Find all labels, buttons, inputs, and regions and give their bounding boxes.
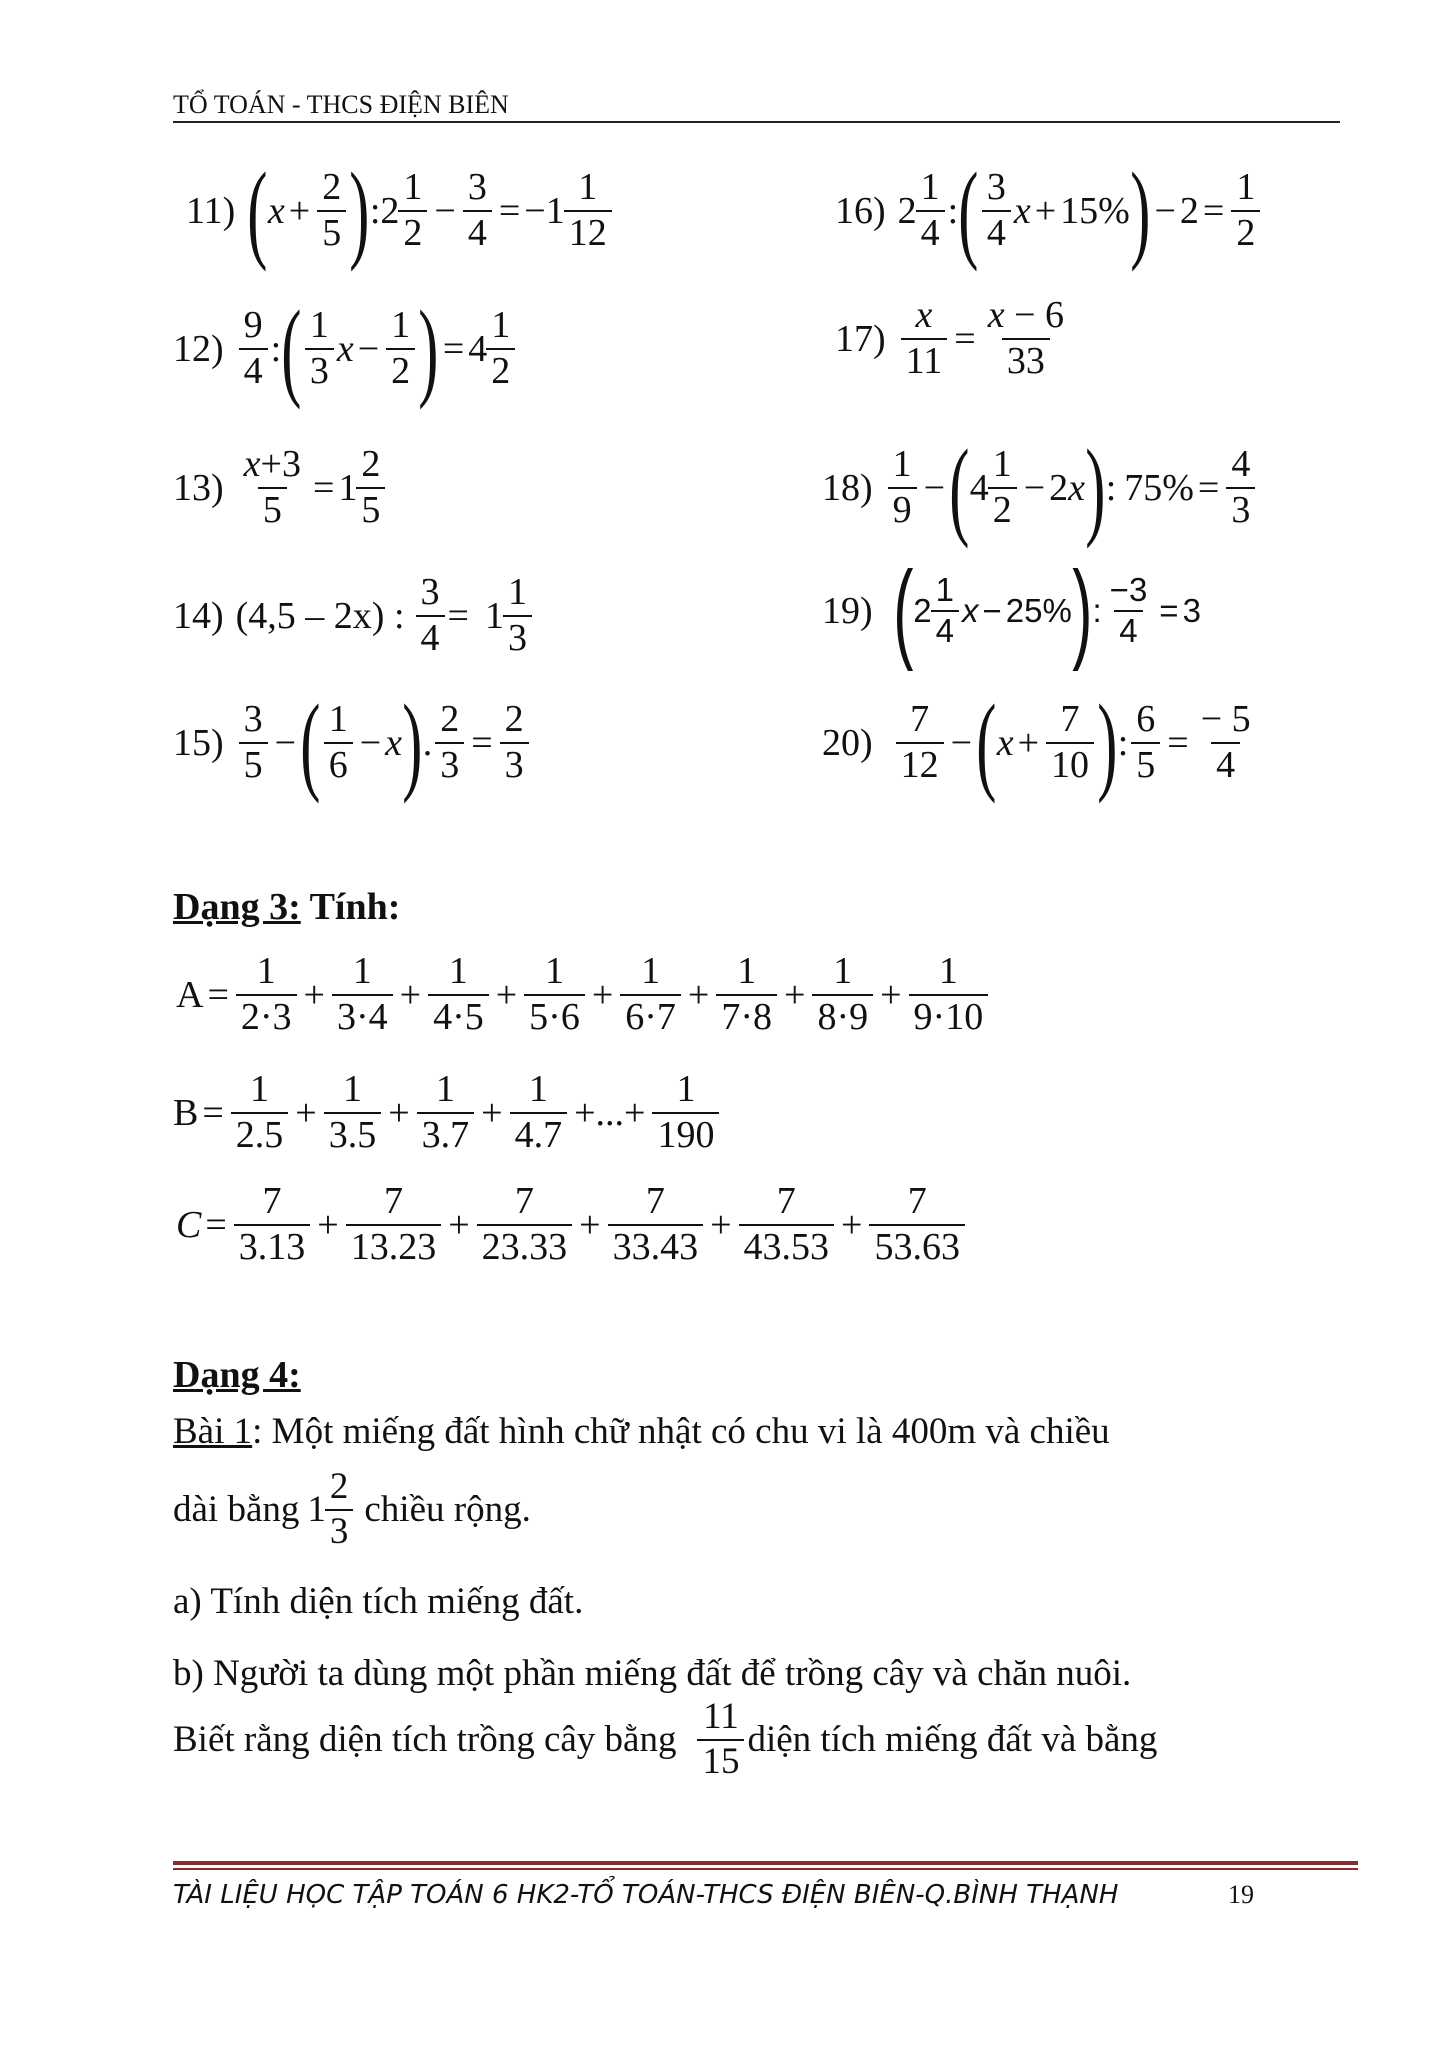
problem-14: 14) (4,5 – 2x) : $\frac{3}{4}$ = 1 1 3 (173, 573, 535, 659)
footer-text: TÀI LIỆU HỌC TẬP TOÁN 6 HK2-TỔ TOÁN-THCS ĐIỆN BIÊN-Q.BÌNH THẠNH (173, 1880, 1119, 1910)
footer-rule-thick (173, 1861, 1358, 1865)
problem-12: 12) 9 4 : ( 1 3 x − $\frac{1}{2}$ ) = 4 1 2 (173, 306, 518, 392)
part-a: a) Tính diện tích miếng đất. (173, 1581, 584, 1622)
expression-C: C = $\frac{7}{3.13}$ + $\frac{7}{13.23}$ + $\frac{7}{23.33}$ + $\frac{7}{33.43}$ + $\frac{7}{43.53}$ + $\frac{7}{53.63}$ (176, 1182, 968, 1268)
page-number: 19 (1228, 1880, 1254, 1909)
header-rule (173, 121, 1340, 123)
part-b-line2: Biết rằng diện tích trồng cây bằng 11 15 diện tích miếng đất và bằng (173, 1696, 1158, 1782)
bai1-line2: dài bằng 1 2 3 chiều rộng. (173, 1466, 531, 1552)
expression-A: A = $\frac{1}{2\cdot 3}$ + $\frac{1}{3\cdot 4}$ + $\frac{1}{4\cdot 5}$ + $\frac{1}{5\cdot 6}$ + $\frac{1}{6\cdot 7}$ + $\frac{1}{7\cdot 8}$ + $\frac{1}{8\cdot 9}$ + $\frac{1}{9\cdot 10}$ (176, 952, 991, 1038)
expression-B: B = $\frac{1}{2.5}$ + $\frac{1}{3.5}$ + $\frac{1}{3.7}$ + $\frac{1}{4.7}$ +...+ $\frac{1}{190}$ (173, 1070, 722, 1156)
problem-17: 17) $\frac{x}{11}$ = $\frac{x - 6}{33}$ (835, 294, 1064, 382)
problem-13: 13) $\frac{x+3}{5}$ = 1 2 5 (173, 445, 388, 531)
section-dang-3: Dạng 3: Tính: (173, 886, 401, 928)
bai1-line1: Bài 1: Một miếng đất hình chữ nhật có chu vi là 400m và chiều (173, 1411, 1110, 1452)
problem-15: 15) 3 5 − ( 1 6 − x ) . $\frac{2}{3}$ = $\frac{2}{3}$ (173, 700, 532, 786)
problem-19: 19) ( 2 1 4 x − 25% ) : $\frac{-3}{4}$ = 3 (822, 548, 1201, 672)
problem-11: 11) ( x + $\frac{2}{5}$ ) : 2 1 2 − $\frac{3}{4}$ = − 1 1 12 (186, 168, 615, 254)
problem-16: 16) 2 1 4 : ( 3 4 x + 15% ) − 2 = $\frac{1}{2}$ (835, 168, 1263, 254)
problem-18: 18) 1 9 − ( 4 1 2 − 2x ) : 75% = $\frac{4}{3}$ (822, 445, 1258, 531)
section-dang-4: Dạng 4: (173, 1354, 301, 1396)
page-header: TỔ TOÁN - THCS ĐIỆN BIÊN (173, 90, 509, 119)
part-b-line1: b) Người ta dùng một phần miếng đất để trồng cây và chăn nuôi. (173, 1653, 1132, 1694)
problem-20: 20) 7 12 − ( x + $\frac{7}{10}$ ) : $\frac{6}{5}$ = $\frac{- 5}{4}$ (822, 681, 1251, 804)
footer-rule-thin (173, 1868, 1358, 1870)
